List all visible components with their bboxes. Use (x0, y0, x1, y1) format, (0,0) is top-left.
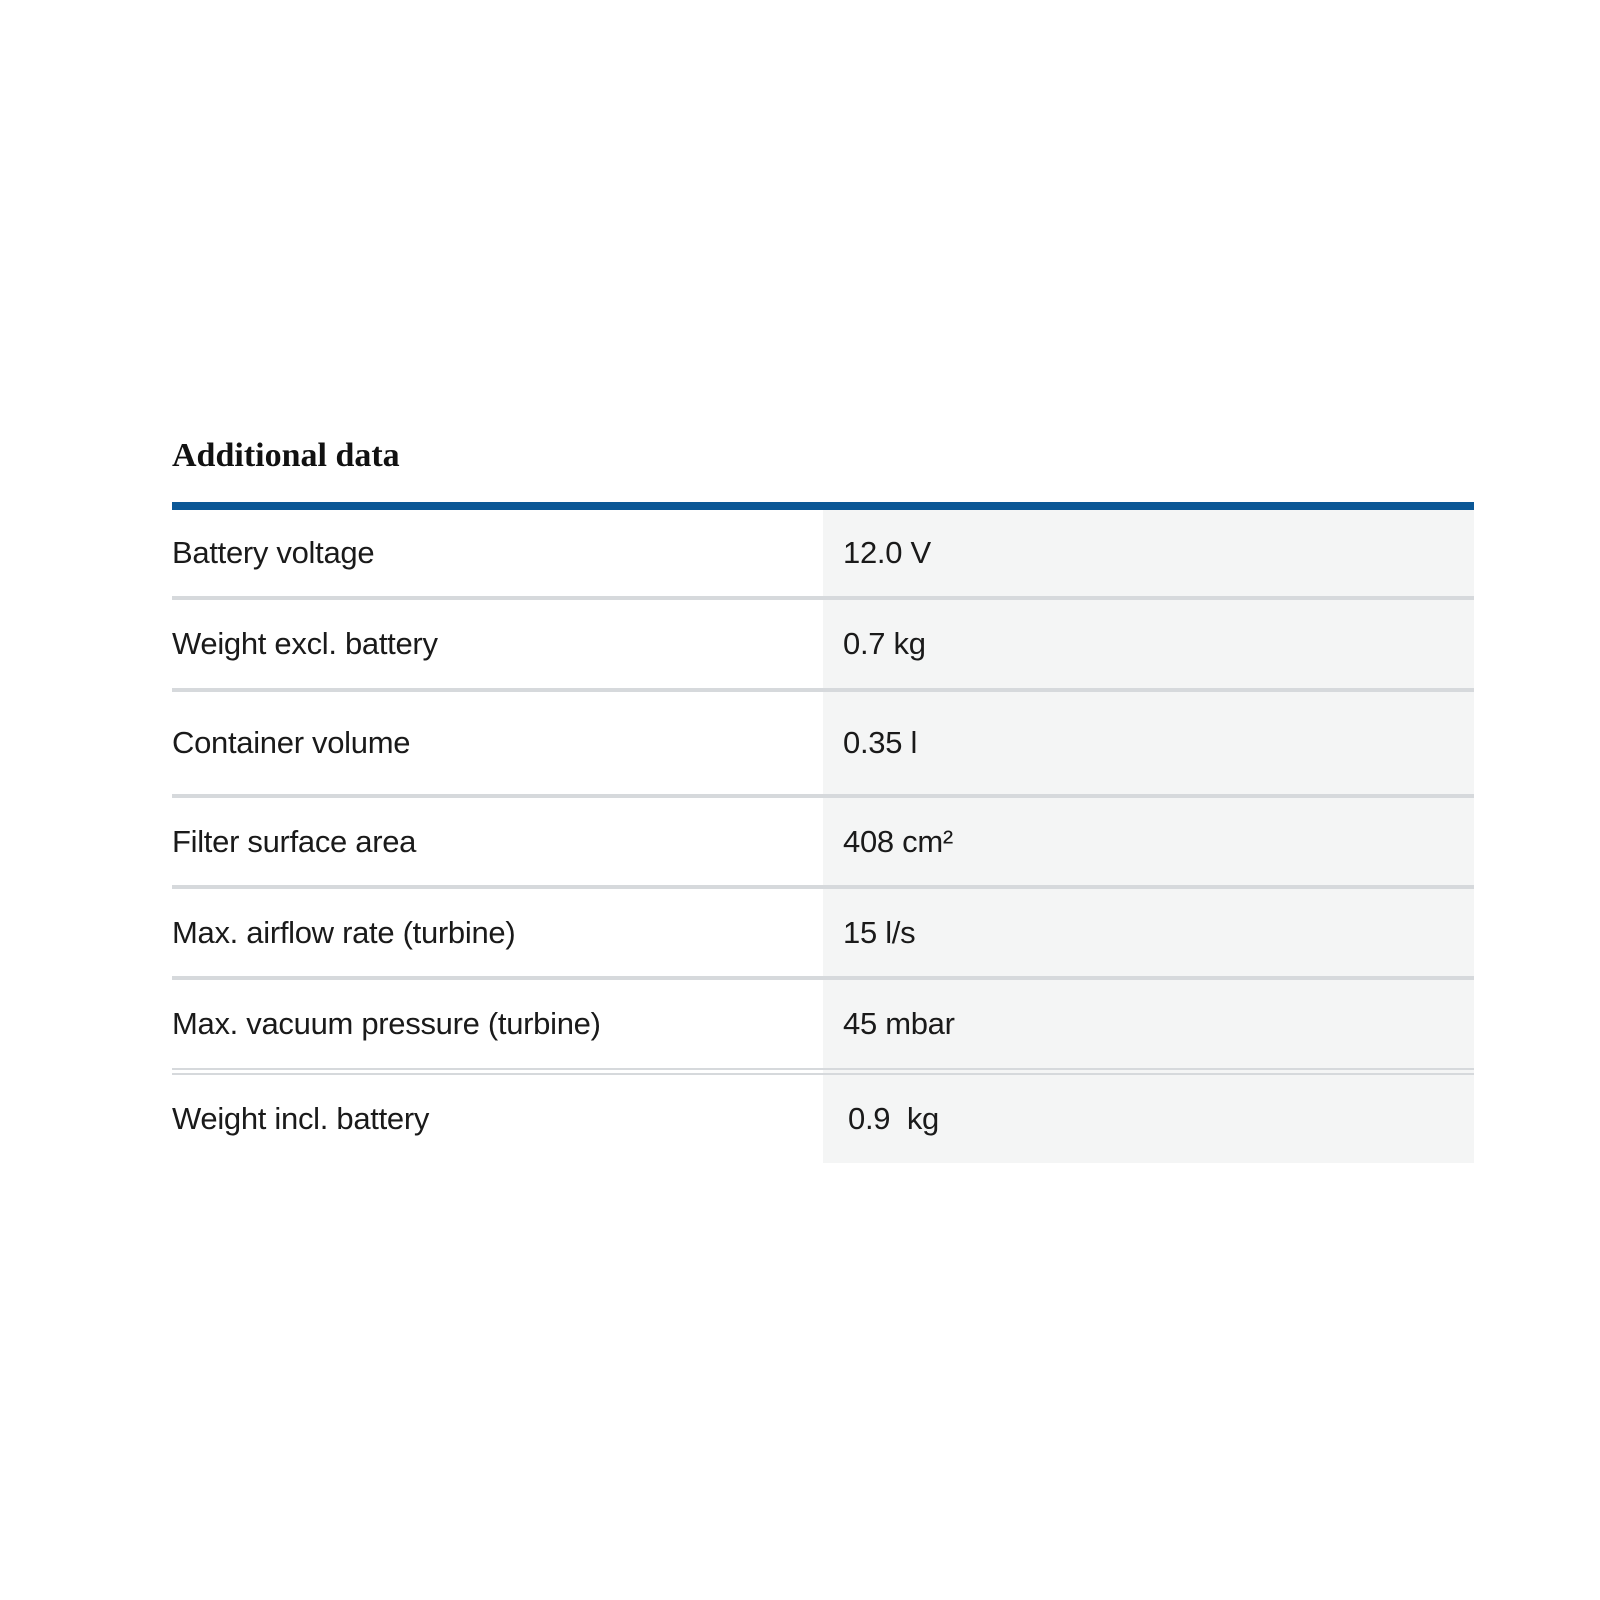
spec-label: Max. airflow rate (turbine) (172, 887, 823, 978)
table-row (172, 978, 1474, 1071)
spec-value: 408 cm² (823, 796, 1474, 887)
spec-label: Battery voltage (172, 510, 823, 598)
section-title: Additional data (172, 437, 400, 474)
spec-value: 0.7 kg (823, 598, 1474, 690)
spec-label: Filter surface area (172, 796, 823, 887)
title-rule (172, 502, 1474, 510)
spec-value: 0.35 l (823, 690, 1474, 796)
spec-table (172, 510, 1474, 1163)
table-row (172, 598, 1474, 690)
spec-value: 15 l/s (823, 887, 1474, 978)
spec-value: 0.9 kg (823, 1071, 1474, 1163)
table-row (172, 510, 1474, 598)
spec-label: Max. vacuum pressure (turbine) (172, 978, 823, 1071)
table-row (172, 796, 1474, 887)
table-row (172, 887, 1474, 978)
spec-value: 12.0 V (823, 510, 1474, 598)
table-row (172, 1071, 1474, 1163)
spec-value: 45 mbar (823, 978, 1474, 1071)
table-row (172, 690, 1474, 796)
spec-label: Container volume (172, 690, 823, 796)
spec-label: Weight excl. battery (172, 598, 823, 690)
spec-label: Weight incl. battery (172, 1071, 823, 1163)
additional-data-section (172, 436, 1474, 1163)
